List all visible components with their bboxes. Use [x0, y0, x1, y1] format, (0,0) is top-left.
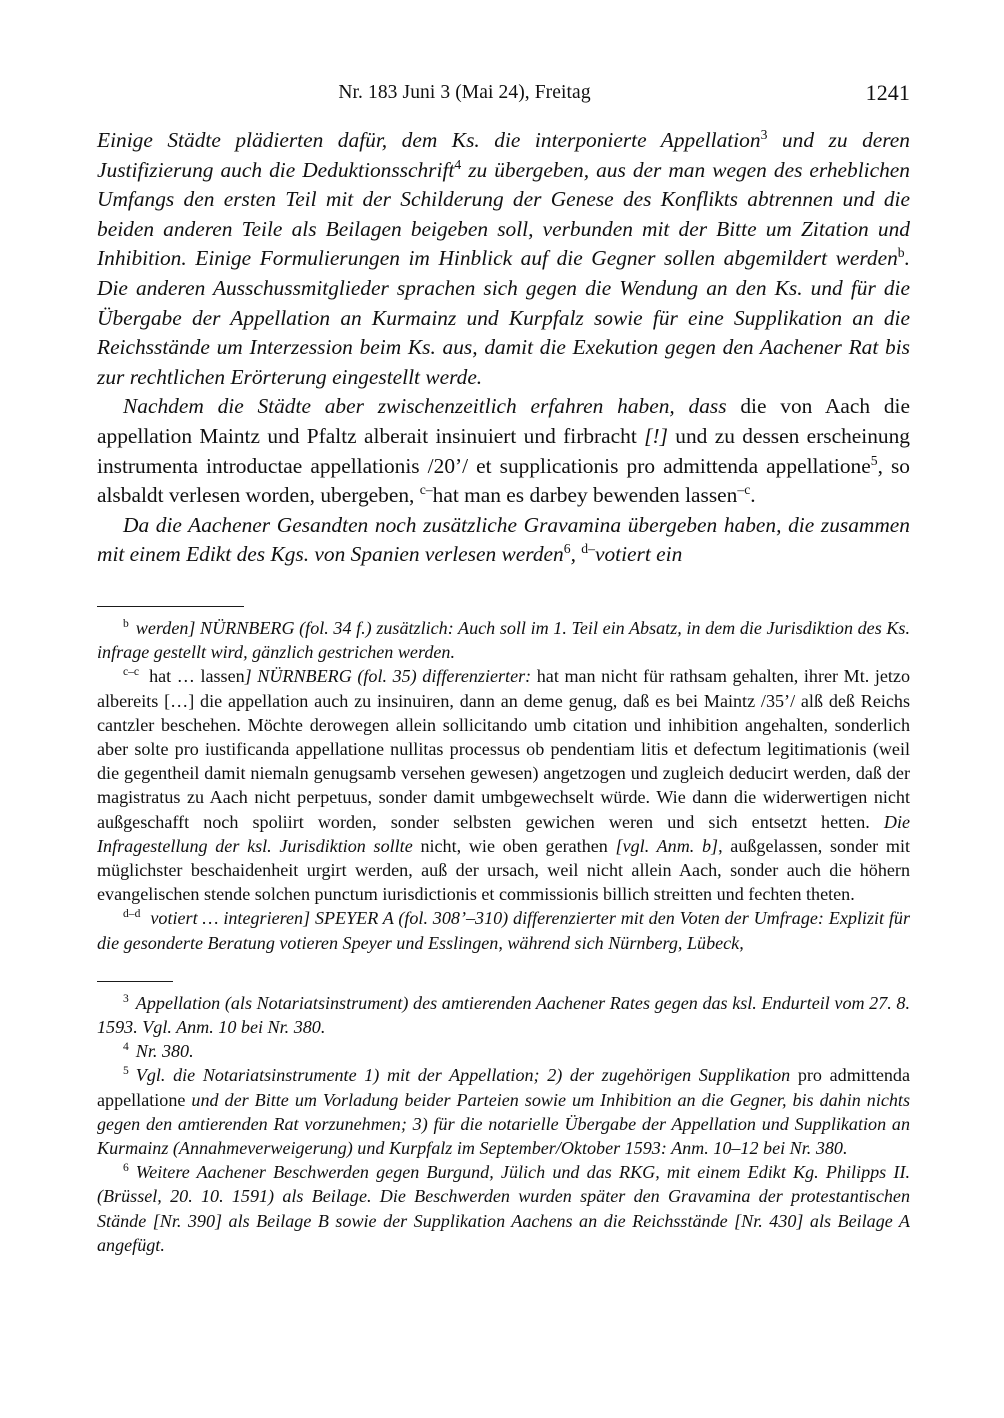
apparatus-entry [97, 616, 910, 664]
text-run-italic: , [570, 542, 582, 567]
running-head-title: Nr. 183 Juni 3 (Mai 24), Freitag [338, 82, 591, 103]
apparatus-entry [97, 991, 910, 1039]
apparatus-entry [97, 906, 910, 954]
text-run-italic: . Die anderen Ausschussmitglieder sprachen sich gegen die Wendung an den Ks. und für die Übergabe der Appellation an Kurmainz und Kurpfalz sowie für eine Supplikation an die Reichsstände um Interzession beim Ks. aus, damit die Exekution gegen den Aachener Rat bis zur rechtlichen Erörterung eingestellt werde. [97, 246, 910, 389]
apparatus-marker: 5 [123, 1064, 129, 1078]
footnote-separator-rule [97, 981, 173, 982]
text-run-italic: [!] [644, 423, 668, 448]
apparatus-letters-entries [97, 616, 910, 955]
apparatus-marker: c–c [123, 665, 140, 679]
page-number: 1241 [865, 80, 910, 105]
apparatus-separator-rule [97, 606, 244, 607]
text-run-roman: hat man nicht für rathsam gehalten, ihrer Mt. jetzo albereits […] die appellation auch zu insinuiren, dann an deme genug, daß es bei Maintz /35’/ alß deß Reichs cantzler beschehen. Möchte derowegen allein sollicitando umb citation und inhibition angehalten, sonderlich aber solte pro iustificanda appellatione nullitas processus ob pendentiam litis et defectum legitimationis (weil die gegentheil damit niemaln genugsamb versehen gewesen) angetzogen und zugleich deducirt werden, daß der magistratus zu Aach nicht perpetuus, sonder damit umbgewechselt würde. Wie dann die widerwertigen nicht außgeschafft noch spoliirt worden, sonder selbsten gewichen weren und sich entsetzt hetten. [97, 666, 910, 832]
text-run-italic: Weitere Aachener Beschwerden gegen Burgund, Jülich und das RKG, mit einem Edikt Kg. Philipps II. (Brüssel, 20. 10. 1591) als Beilage. Die Beschwerden wurden später den Gravamina der protestantischen Stände [Nr. 390] als Beilage B sowie der Supplikation Aachens an die Reichsstände [Nr. 430] als Beilage A angefügt. [97, 1162, 910, 1255]
text-run-italic: votiert ein [594, 542, 683, 567]
apparatus-footnotes [97, 981, 910, 1257]
text-run-italic: Einige Städte plädierten dafür, dem Ks. die interponierte Appellation [97, 128, 761, 152]
text-run-roman: und zu dessen erscheinung instrumenta introductae appellationis /20’/ et supplicationis pro admittenda appellatione [97, 423, 910, 478]
reference-marker: b [897, 245, 905, 261]
text-run-italic: Appellation (als Notariatsinstrument) des amtierenden Aachener Rates gegen das ksl. Endurteil vom 27. 8. 1593. Vgl. Anm. 10 bei Nr. 380. [97, 992, 910, 1037]
text-run-roman: , außgelassen, sonder mit müglichster beschaidenheit urgirt werden, auß der ursach, weil nicht allein Aach, sonder auch die höhern evangelischen stende solchen punctum iurisdictionis et commissionis billich streitten und fechten theten. [97, 835, 911, 905]
text-run-italic: und zu deren Justifizierung auch die Deduktionsschrift [97, 128, 910, 182]
apparatus-letters [97, 606, 910, 955]
body-paragraph [97, 392, 910, 510]
apparatus-entry [97, 664, 910, 906]
text-run-roman: . [750, 483, 756, 508]
running-head [97, 78, 910, 108]
text-run-italic: [vgl. Anm. b] [615, 835, 719, 856]
reference-marker: 4 [454, 156, 462, 172]
text-run-italic: Die Infragestellung der ksl. Jurisdiktion sollte [97, 811, 910, 856]
text-run-italic: Vgl. die Notariatsinstrumente 1) mit der Appellation; 2) der zugehörigen Supplikation [135, 1065, 798, 1086]
main-text [97, 126, 910, 570]
reference-marker: 3 [760, 126, 768, 142]
reference-marker: c– [419, 482, 433, 497]
apparatus-marker: 6 [123, 1161, 129, 1175]
text-run-roman: pro admittenda appellatione [97, 1065, 910, 1110]
apparatus-marker: b [123, 616, 129, 630]
reference-marker: 6 [563, 541, 571, 557]
text-run-italic: Da die Aachener Gesandten noch zusätzliche Gravamina übergeben haben, die zusammen mit einem Edikt des Kgs. von Spanien verlesen werden [97, 512, 910, 567]
apparatus-entry [97, 1160, 910, 1257]
text-run-roman: hat man es darbey bewenden lassen [432, 483, 738, 508]
text-run-italic: und der Bitte um Vorladung beider Parteien sowie um Inhibition an die Gegner, bis dahin nichts gegen den amtierenden Rat vorzunehmen; 3) für die notarielle Übergabe der Appellation und Supplikation an Kurmainz (Annahmeverweigerung) und Kurpfalz im September/Oktober 1593: Anm. 10–12 bei Nr. 380. [97, 1089, 910, 1158]
text-run-roman: , so alsbaldt verlesen worden, ubergeben, [97, 453, 910, 508]
apparatus-entry [97, 1039, 910, 1063]
apparatus-entry [97, 1063, 910, 1160]
reference-marker: –c [737, 482, 751, 497]
text-run-italic: votiert … integrieren] SPEYER A (fol. 308’–310) differenzierter mit den Voten der Umfrage: Explizit für die gesonderte Beratung votieren Speyer und Esslingen, während sich Nürnberg, Lübeck, [97, 908, 910, 953]
text-run-roman: nicht, wie oben gerathen [412, 835, 616, 856]
footnote-entries [97, 991, 910, 1257]
apparatus-marker: d–d [123, 907, 141, 921]
apparatus-marker: 3 [123, 991, 129, 1005]
body-paragraph [97, 126, 910, 392]
text-run-italic: zu übergeben, aus der man wegen des erheblichen Umfangs den ersten Teil mit der Schilderung der Genese des Konflikts abtrennen und die beiden anderen Teile als Beilagen beigeben soll, verbunden mit der Bitte um Zitation und Inhibition. Einige Formulierungen im Hinblick auf die Gegner sollen abgemildert werden [97, 157, 910, 271]
text-run-roman: die von Aach die appellation Maintz und Pfaltz alberait insinuiert und firbracht [97, 394, 910, 448]
text-run-italic: Nachdem die Städte aber zwischenzeitlich erfahren haben, dass [123, 394, 727, 419]
reference-marker: 5 [870, 452, 878, 468]
text-run-italic: Nr. 380. [135, 1041, 194, 1062]
reference-marker: d– [581, 541, 595, 557]
apparatus-marker: 4 [123, 1040, 129, 1054]
text-run-italic: ] NÜRNBERG (fol. 35) differenzierter: [244, 666, 532, 687]
body-paragraph [97, 511, 910, 570]
text-run-roman: hat … lassen [149, 666, 245, 687]
text-run-italic: werden] NÜRNBERG (fol. 34 f.) zusätzlich: Auch soll im 1. Teil ein Absatz, in dem die Jurisdiktion des Ks. infrage gestellt wird, gänzlich gestrichen werden. [97, 617, 910, 663]
